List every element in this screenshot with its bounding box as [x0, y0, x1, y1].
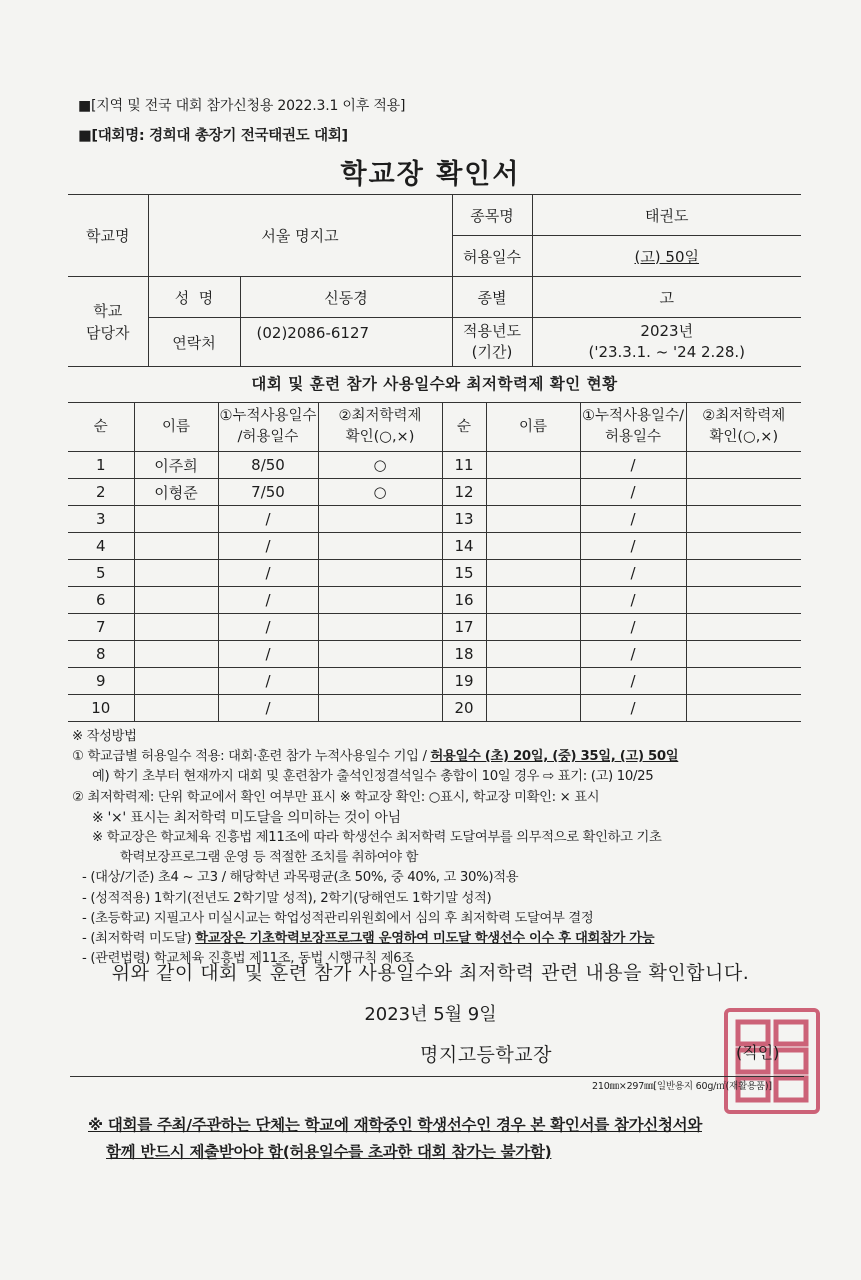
- cell-name: 이형준: [134, 479, 218, 506]
- cell-no: 7: [68, 614, 134, 641]
- cell-name: [486, 695, 580, 722]
- note-4: ※ 학교장은 학교체육 진흥법 제11조에 따라 학생선수 최저학력 도달여부를 의무적으로 확인하고 기초: [92, 830, 662, 846]
- table-row: [68, 614, 801, 641]
- cell-no: 15: [442, 560, 486, 587]
- cell-no: 16: [442, 587, 486, 614]
- cell-days: /: [580, 479, 686, 506]
- page-title: 학교장 확인서: [340, 159, 521, 190]
- cell-check: [318, 506, 442, 533]
- cell-check: ○: [318, 452, 442, 479]
- note-2: ② 최저학력제: 단위 학교에서 확인 여부만 표시 ※ 학교장 확인: ○표시, 학교장 미확인: × 표시: [72, 789, 600, 805]
- table-row: [68, 560, 801, 587]
- note-8-emphasis: 학교장은 기초학력보장프로그램 운영하여 미도달 학생선수 이수 후 대회참가 가능: [195, 931, 655, 947]
- scope-note: ■[지역 및 전국 대회 참가신청용 2022.3.1 이후 적용]: [78, 98, 406, 114]
- cell-check: [686, 695, 801, 722]
- table-row: [68, 452, 801, 479]
- phone-label: 연락처: [148, 318, 240, 367]
- cell-check: [686, 641, 801, 668]
- cell-name: [486, 452, 580, 479]
- cell-days: /: [580, 668, 686, 695]
- cell-check: ○: [318, 479, 442, 506]
- cell-days: /: [580, 587, 686, 614]
- cell-name: [134, 641, 218, 668]
- cell-check: [686, 560, 801, 587]
- cell-name: [486, 641, 580, 668]
- cell-days: /: [218, 695, 318, 722]
- cell-days: 8/50: [218, 452, 318, 479]
- note-6: - (성적적용) 1학기(전년도 2학기말 성적), 2학기(당해연도 1학기말 성적): [82, 890, 492, 906]
- cell-days: /: [580, 695, 686, 722]
- cell-check: [318, 614, 442, 641]
- seal-note: (직인): [736, 1043, 780, 1062]
- divider: [70, 1076, 804, 1077]
- table-row: [68, 587, 801, 614]
- cell-name: [486, 506, 580, 533]
- cell-days: /: [218, 506, 318, 533]
- table-row: [68, 506, 801, 533]
- cell-name: [134, 668, 218, 695]
- participation-table: [68, 402, 801, 722]
- note-7: - (초등학교) 지필고사 미실시교는 학업성적관리위원회에서 심의 후 최저학력 도달여부 결정: [82, 910, 594, 926]
- cell-no: 17: [442, 614, 486, 641]
- submission-footnote: [88, 1112, 808, 1166]
- instructions-heading: ※ 작성방법: [72, 729, 137, 744]
- note-1: ① 학교급별 허용일수 적용: 대회·훈련 참가 누적사용일수 기입 /: [72, 749, 431, 765]
- cell-days: /: [580, 614, 686, 641]
- cell-no: 4: [68, 533, 134, 560]
- cell-no: 9: [68, 668, 134, 695]
- cell-no: 19: [442, 668, 486, 695]
- cell-name: [134, 695, 218, 722]
- cell-days: 7/50: [218, 479, 318, 506]
- column-header: ①누적사용일수 /허용일수: [218, 403, 318, 452]
- cell-check: [318, 641, 442, 668]
- contact-group-label: 학교 담당자: [68, 277, 148, 367]
- competition-name: ■[대회명: 경희대 총장기 전국태권도 대회]: [78, 128, 348, 144]
- note-1-allowed-days: 허용일수 (초) 20일, (중) 35일, (고) 50일: [430, 749, 679, 765]
- note-4-cont: 학력보장프로그램 운영 등 적절한 조치를 취하여야 함: [120, 850, 419, 866]
- name-label: 성 명: [148, 277, 240, 318]
- allowed-days-label: 허용일수: [452, 236, 532, 277]
- sport-value: 태권도: [532, 195, 801, 236]
- cell-no: 20: [442, 695, 486, 722]
- cell-days: /: [580, 506, 686, 533]
- cell-check: [686, 533, 801, 560]
- cell-name: [486, 479, 580, 506]
- cell-no: 12: [442, 479, 486, 506]
- cell-check: [318, 533, 442, 560]
- principal-name: 명지고등학교장: [420, 1044, 552, 1066]
- cell-check: [686, 668, 801, 695]
- note-3: ※ '×' 표시는 최저학력 미도달을 의미하는 것이 아님: [92, 809, 401, 826]
- cell-name: [134, 506, 218, 533]
- cell-days: /: [218, 560, 318, 587]
- footnote-line-2: 함께 반드시 제출받아야 함(허용일수를 초과한 대회 참가는 불가함): [106, 1143, 552, 1161]
- cell-check: [686, 452, 801, 479]
- period-value: 2023년 ('23.3.1. ~ '24 2.28.): [532, 318, 801, 367]
- instructions: [72, 727, 802, 969]
- note-5: - (대상/기준) 초4 ~ 고3 / 해당학년 과목평균(초 50%, 중 40%, 고 30%)적용: [82, 870, 519, 886]
- cell-check: [686, 479, 801, 506]
- table-header-row: [68, 403, 801, 452]
- school-value: 서울 명지고: [148, 195, 452, 277]
- table-row: [68, 668, 801, 695]
- cell-no: 11: [442, 452, 486, 479]
- cell-days: /: [218, 614, 318, 641]
- cell-name: [486, 614, 580, 641]
- cell-no: 10: [68, 695, 134, 722]
- cell-no: 6: [68, 587, 134, 614]
- cell-no: 5: [68, 560, 134, 587]
- cell-no: 3: [68, 506, 134, 533]
- info-table: [68, 194, 801, 367]
- column-header: ②최저학력제 확인(○,×): [686, 403, 801, 452]
- note-8: - (최저학력 미도달): [82, 931, 196, 947]
- cell-name: [486, 668, 580, 695]
- cell-no: 13: [442, 506, 486, 533]
- cell-name: [486, 560, 580, 587]
- cell-no: 8: [68, 641, 134, 668]
- cell-name: [486, 533, 580, 560]
- cell-no: 2: [68, 479, 134, 506]
- allowed-days-value: (고) 50일: [634, 247, 700, 266]
- cell-check: [318, 587, 442, 614]
- cell-check: [318, 668, 442, 695]
- cell-check: [686, 614, 801, 641]
- column-header: 순: [442, 403, 486, 452]
- status-heading: 대회 및 훈련 참가 사용일수와 최저학력제 확인 현황: [251, 375, 618, 393]
- confirmation-statement: 위와 같이 대회 및 훈련 참가 사용일수와 최저학력 관련 내용을 확인합니다.: [111, 962, 750, 984]
- phone-value: (02)2086-6127: [240, 318, 452, 367]
- cell-name: [134, 587, 218, 614]
- table-row: [68, 695, 801, 722]
- cell-name: [134, 614, 218, 641]
- cell-name: 이주희: [134, 452, 218, 479]
- cell-days: /: [218, 533, 318, 560]
- cell-days: /: [580, 560, 686, 587]
- cell-check: [686, 506, 801, 533]
- column-header: ①누적사용일수/ 허용일수: [580, 403, 686, 452]
- table-row: [68, 641, 801, 668]
- cell-days: /: [218, 641, 318, 668]
- cell-no: 1: [68, 452, 134, 479]
- cell-no: 18: [442, 641, 486, 668]
- category-value: 고: [532, 277, 801, 318]
- paper-spec: 210㎜×297㎜[일반용지 60g/㎡(재활용품)]: [592, 1081, 772, 1092]
- footnote-line-1: ※ 대회를 주최/주관하는 단체는 학교에 재학중인 학생선수인 경우 본 확인서를 참가신청서와: [88, 1116, 702, 1134]
- column-header: 이름: [134, 403, 218, 452]
- cell-name: [134, 560, 218, 587]
- cell-check: [318, 560, 442, 587]
- table-row: [68, 533, 801, 560]
- cell-days: /: [580, 452, 686, 479]
- sport-label: 종목명: [452, 195, 532, 236]
- note-1-example: 예) 학기 초부터 현재까지 대회 및 훈련참가 출석인정결석일수 총합이 10일 경우 ⇨ 표기: (고) 10/25: [92, 769, 654, 785]
- cell-name: [134, 533, 218, 560]
- cell-check: [318, 695, 442, 722]
- cell-check: [686, 587, 801, 614]
- cell-days: /: [218, 668, 318, 695]
- cell-days: /: [218, 587, 318, 614]
- issue-date: 2023년 5월 9일: [364, 1004, 497, 1025]
- column-header: ②최저학력제 확인(○,×): [318, 403, 442, 452]
- category-label: 종별: [452, 277, 532, 318]
- table-row: [68, 479, 801, 506]
- cell-name: [486, 587, 580, 614]
- name-value: 신동경: [240, 277, 452, 318]
- period-label: 적용년도 (기간): [452, 318, 532, 367]
- school-label: 학교명: [68, 195, 148, 277]
- cell-no: 14: [442, 533, 486, 560]
- cell-days: /: [580, 641, 686, 668]
- column-header: 이름: [486, 403, 580, 452]
- note-9: - (관련법령) 학교체육 진흥법 제11조, 동법 시행규칙 제6조: [82, 951, 414, 967]
- cell-days: /: [580, 533, 686, 560]
- column-header: 순: [68, 403, 134, 452]
